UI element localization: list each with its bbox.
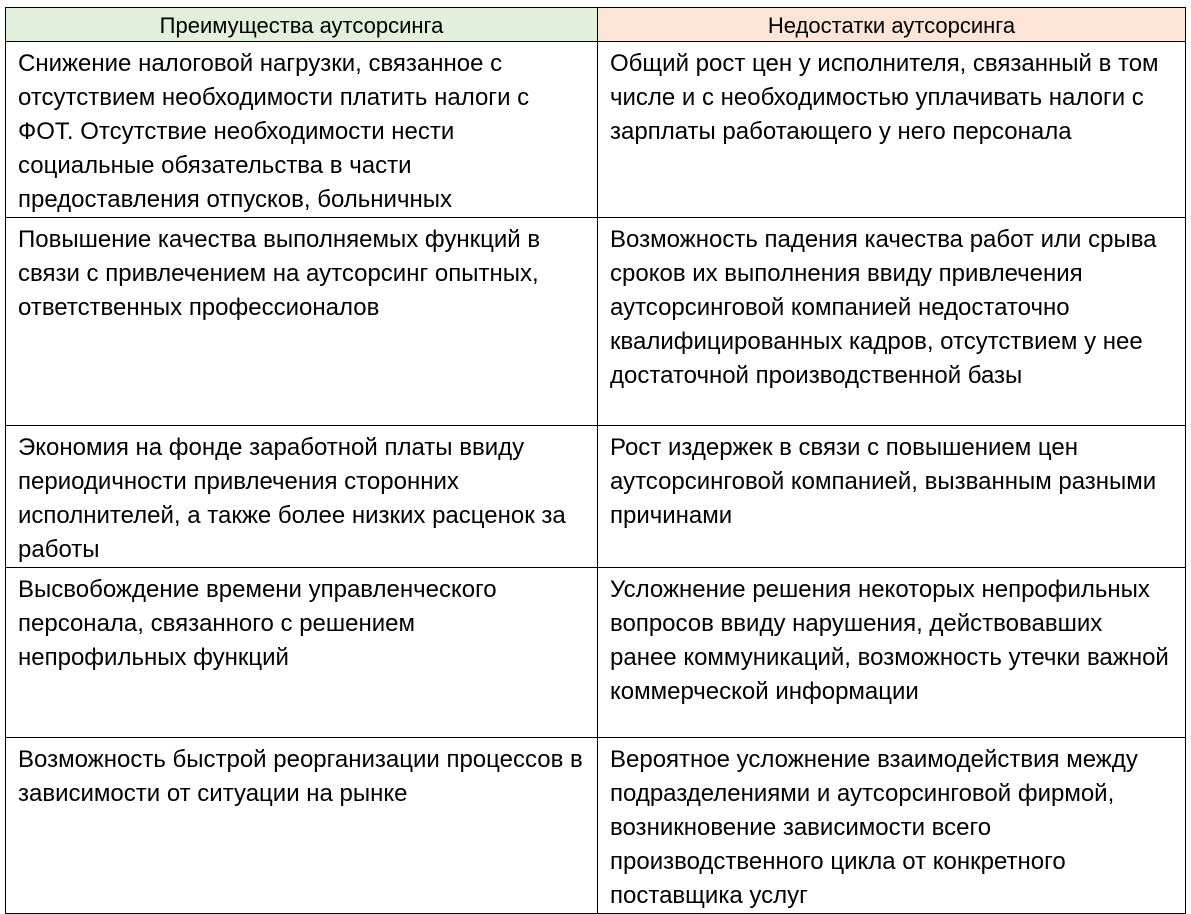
table-row: [6, 568, 1186, 738]
con-cell: Рост издержек в связи с повышением цен аутсорсинговой компанией, вызванным разными причинами: [598, 426, 1186, 568]
pro-cell: Экономия на фонде заработной платы ввиду периодичности привлечения сторонних исполнителей, а также более низких расценок за работы: [6, 426, 598, 568]
pro-cell: Возможность быстрой реорганизации процессов в зависимости от ситуации на рынке: [6, 738, 598, 914]
pro-cell: Снижение налоговой нагрузки, связанное с отсутствием необходимости платить налоги с ФОТ. Отсутствие необходимости нести социальные обязательства в части предоставления отпусков, больничных: [6, 42, 598, 218]
outsourcing-comparison-table: [5, 7, 1186, 914]
con-cell: Общий рост цен у исполнителя, связанный в том числе и с необходимостью уплачивать налоги с зарплаты работающего у него персонала: [598, 42, 1186, 218]
table-header-row: [6, 8, 1186, 42]
table-row: [6, 426, 1186, 568]
pros-column-header: Преимущества аутсорсинга: [6, 8, 598, 42]
table-row: [6, 738, 1186, 914]
con-cell: Усложнение решения некоторых непрофильных вопросов ввиду нарушения, действовавших ранее коммуникаций, возможность утечки важной коммерческой информации: [598, 568, 1186, 738]
con-cell: Возможность падения качества работ или срыва сроков их выполнения ввиду привлечения аутсорсинговой компанией недостаточно квалифицированных кадров, отсутствием у нее достаточной производственной базы: [598, 218, 1186, 426]
cons-column-header: Недостатки аутсорсинга: [598, 8, 1186, 42]
table-row: [6, 42, 1186, 218]
table-row: [6, 218, 1186, 426]
pro-cell: Повышение качества выполняемых функций в связи с привлечением на аутсорсинг опытных, ответственных профессионалов: [6, 218, 598, 426]
pro-cell: Высвобождение времени управленческого персонала, связанного с решением непрофильных функций: [6, 568, 598, 738]
con-cell: Вероятное усложнение взаимодействия между подразделениями и аутсорсинговой фирмой, возникновение зависимости всего производственного цикла от конкретного поставщика услуг: [598, 738, 1186, 914]
